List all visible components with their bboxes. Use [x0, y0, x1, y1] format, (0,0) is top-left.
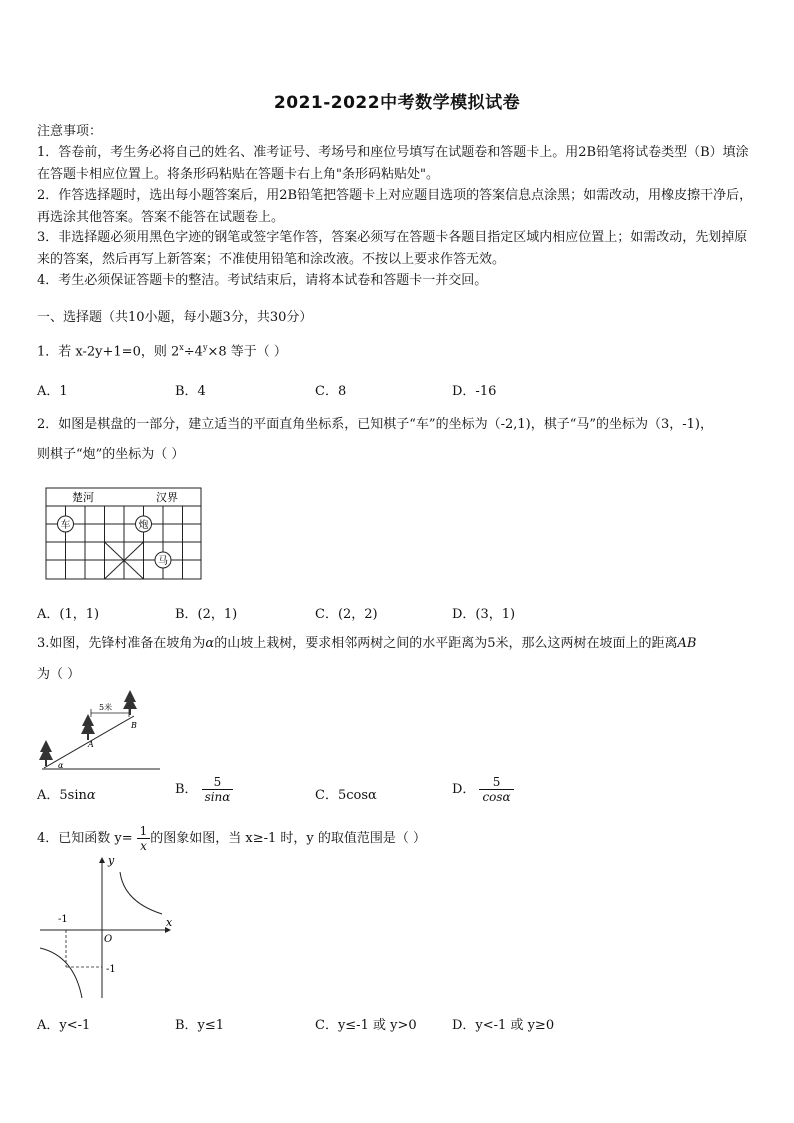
q3-option-a[interactable] — [37, 784, 96, 803]
q4-option-d[interactable]: D．y<-1 或 y≥0 — [452, 1018, 555, 1033]
fraction-numerator: 1 — [137, 824, 151, 839]
notice-heading: 注意事项： — [37, 124, 103, 139]
tree-icon — [39, 740, 53, 766]
fraction-denominator: x — [140, 839, 147, 853]
notice-item-4 — [37, 270, 759, 292]
q4-option-c[interactable]: C．y≤-1 或 y>0 — [315, 1018, 417, 1033]
chessboard-figure — [44, 486, 204, 582]
page-title: 2021-2022中考数学模拟试卷 — [273, 93, 521, 113]
tree-icon — [81, 714, 95, 740]
river-left-label: 楚河 — [72, 491, 94, 504]
notice-text: 2．作答选择题时，选出每小题答案后，用2B铅笔把答题卡上对应题目选项的答案信息点涂黑；如需改动，用橡皮擦干净后，再选涂其他答案。答案不能答在试题卷上。 — [37, 188, 753, 225]
tick-y-neg1: -1 — [106, 964, 116, 975]
q1-mid: ÷4 — [183, 344, 203, 360]
hyperbola-figure — [36, 852, 180, 1002]
notice-text: 3．非选择题必须用黑色字迹的钢笔或签字笔作答，答案必须写在答题卡各题目指定区域内相应位置上；如需改动，先划掉原来的答案，然后再写上新答案；不准使用铅笔和涂改液。不按以上要求作答无效。 — [37, 230, 748, 267]
river-right-label: 汉界 — [156, 491, 178, 504]
fraction-denominator: sinα — [204, 790, 231, 804]
q2-option-a[interactable]: A．(1，1) — [37, 607, 100, 622]
angle-alpha-label: α — [58, 761, 64, 770]
q4-suffix: 的图象如图，当 x≥-1 时，y 的取值范围是（ ） — [150, 831, 427, 846]
question-3-line-2: 为（ ） — [37, 667, 81, 682]
q3-option-d[interactable] — [452, 775, 514, 804]
origin-label: O — [104, 934, 113, 945]
q3-ab: AB — [677, 636, 697, 651]
q3-option-d-prefix: D． — [452, 782, 476, 797]
piece-ma-label: 马 — [158, 556, 168, 567]
q3-text-b: 的山坡上栽树，要求相邻两树之间的水平距离为5米，那么这两树在坡面上的距离 — [214, 636, 678, 651]
q4-option-a[interactable]: A．y<-1 — [37, 1018, 91, 1033]
q2-option-b[interactable]: B．(2，1) — [175, 607, 238, 622]
notice-text: 4．考生必须保证答题卡的整洁。考试结束后，请将本试卷和答题卡一并交回。 — [37, 273, 488, 288]
q1-exp-y: y — [202, 343, 208, 352]
q1-option-b[interactable]: B．4 — [175, 384, 206, 399]
tick-x-neg1: -1 — [58, 914, 68, 925]
fraction-numerator: 5 — [479, 775, 513, 790]
q3-alpha: α — [205, 636, 215, 651]
y-axis-label: y — [108, 854, 115, 867]
point-a-label: A — [88, 740, 94, 749]
fraction-denominator: cosα — [482, 790, 511, 804]
q3-option-b[interactable] — [175, 775, 233, 804]
q3-option-b-prefix: B． — [175, 782, 198, 797]
q4-prefix: 4．已知函数 y= — [37, 831, 133, 846]
fraction-numerator: 5 — [202, 775, 234, 790]
q3-option-a-text: 5sin — [59, 788, 87, 803]
q3-option-b-fraction — [202, 775, 234, 804]
slope-figure — [36, 688, 164, 774]
q3-option-c[interactable]: C．5cosα — [315, 788, 377, 803]
q1-exp-x: x — [179, 343, 184, 352]
hyperbola-branch-3 — [40, 948, 82, 998]
q4-option-b[interactable]: B．y≤1 — [175, 1018, 225, 1033]
question-4 — [37, 824, 759, 853]
question-2-line-2: 则棋子“炮”的坐标为（ ） — [37, 447, 185, 462]
distance-label: 5米 — [99, 703, 113, 712]
x-axis-label: x — [166, 916, 173, 929]
q3-option-d-fraction — [479, 775, 513, 804]
piece-pao-label: 炮 — [138, 520, 149, 531]
notice-item-2 — [37, 185, 759, 228]
question-1 — [37, 337, 759, 363]
q2-option-c[interactable]: C．(2，2) — [315, 607, 378, 622]
notice-text: 1．答卷前，考生务必将自己的姓名、准考证号、考场号和座位号填写在试题卷和答题卡上。用2B铅笔将试卷类型（B）填涂在答题卡相应位置上。将条形码粘贴在答题卡右上角"条形码粘贴处"。 — [37, 145, 749, 182]
piece-che-label: 车 — [60, 520, 71, 531]
q2-option-d[interactable]: D．(3，1) — [452, 607, 516, 622]
question-3-line-1 — [37, 633, 759, 655]
hyperbola-branch-1 — [120, 872, 162, 914]
notice-item-3 — [37, 227, 759, 270]
notice-item-1 — [37, 142, 759, 185]
point-b-label: B — [131, 721, 137, 730]
q4-fraction — [137, 824, 151, 853]
q1-option-a[interactable]: A．1 — [37, 384, 68, 399]
q3-text-a: 3.如图，先锋村准备在坡角为 — [37, 636, 206, 651]
q1-option-d[interactable]: D．-16 — [452, 384, 497, 399]
question-2-line-1: 2．如图是棋盘的一部分，建立适当的平面直角坐标系，已知棋子“车”的坐标为（-2,1)，棋子“马”的坐标为（3，-1)， — [37, 417, 714, 432]
q1-prefix: 1．若 x-2y+1=0，则 2 — [37, 344, 180, 360]
q1-suffix: ×8 等于（ ） — [207, 344, 287, 360]
q3-option-a-prefix: A． — [37, 788, 60, 803]
q3-option-a-alpha: α — [86, 788, 96, 803]
section-heading: 一、选择题（共10小题，每小题3分，共30分） — [37, 310, 313, 325]
q1-option-c[interactable]: C．8 — [315, 384, 347, 399]
tree-icon — [123, 690, 137, 715]
